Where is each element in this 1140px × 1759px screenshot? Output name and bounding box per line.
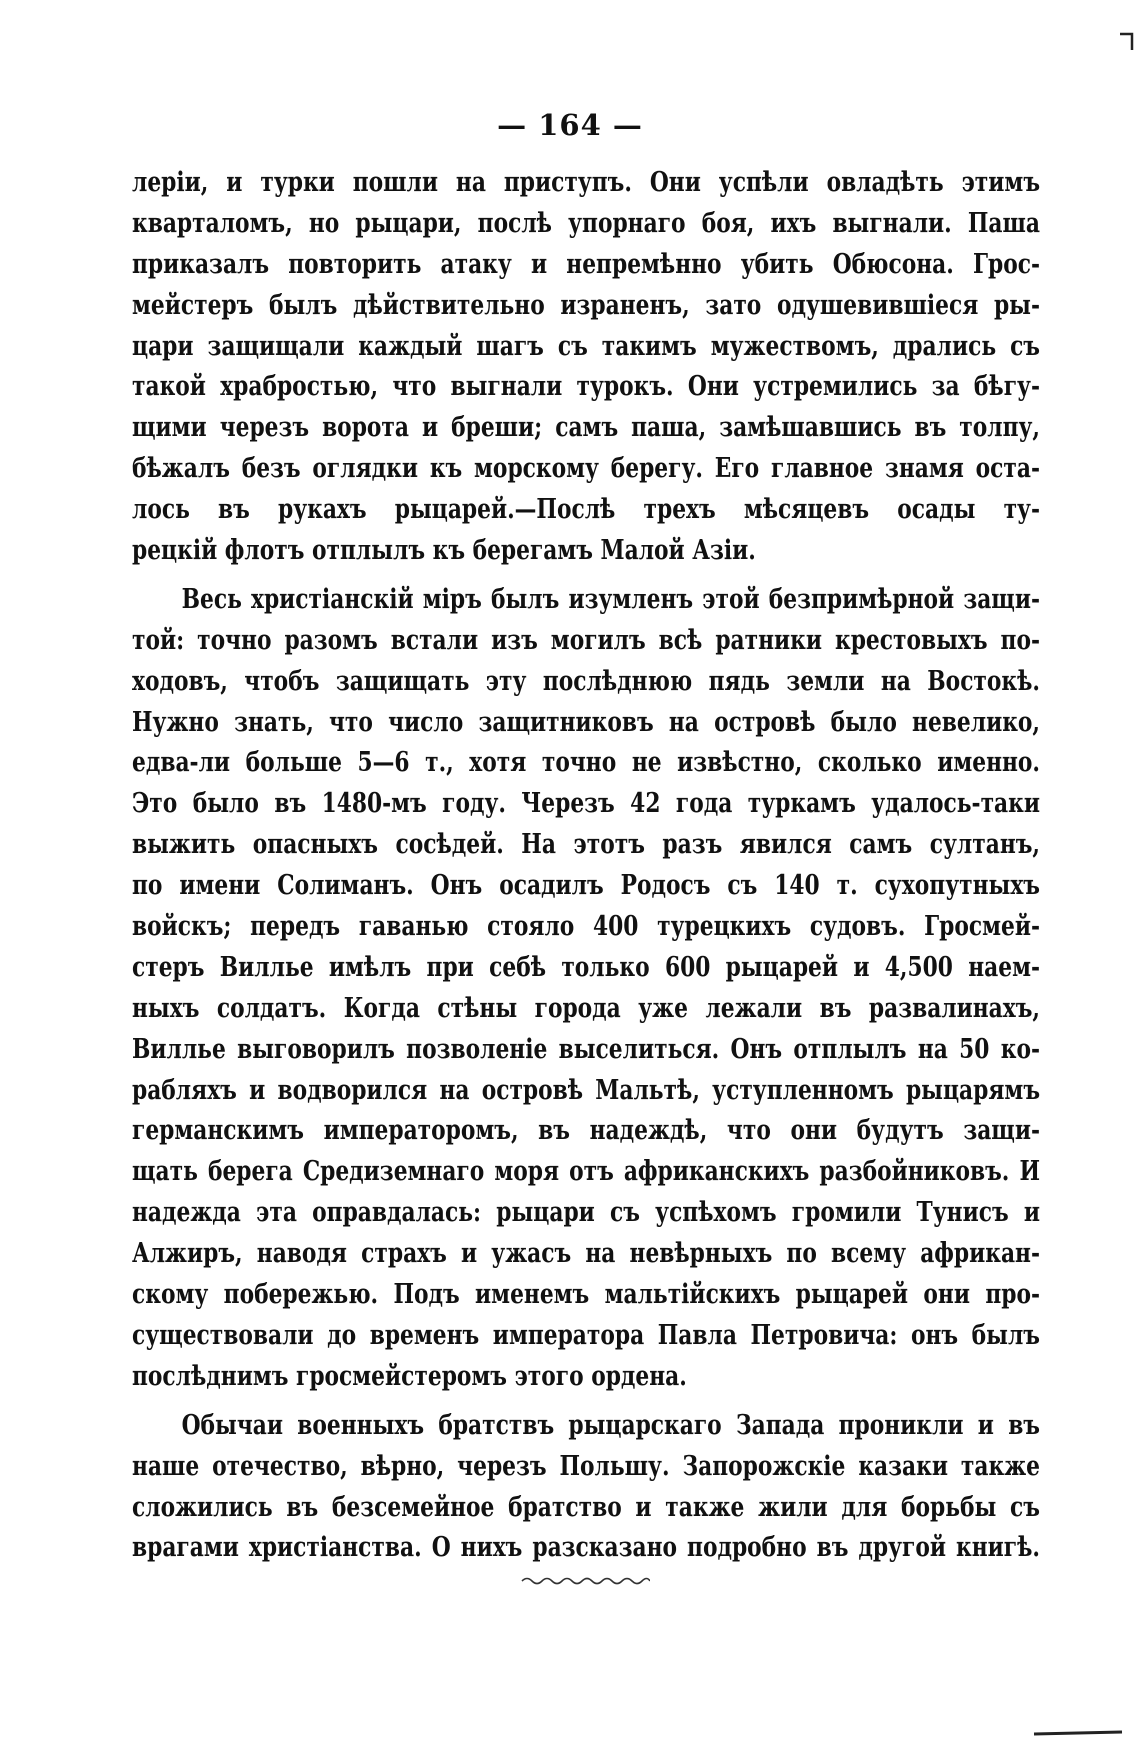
scan-corner-mark-bottom [1030, 1722, 1130, 1742]
text-line: ныхъ солдатъ. Когда стѣны города уже лежали въ развалинахъ, [132, 991, 1040, 1024]
text-line: Нужно знать, что число защитниковъ на островѣ было невелико, [132, 705, 1040, 738]
text-line: приказалъ повторить атаку и непремѣнно убить Обюсона. Грос- [132, 247, 1040, 280]
text-line: выжить опасныхъ сосѣдей. На этотъ разъ явился самъ султанъ, [132, 828, 1040, 861]
text-line: стеръ Виллье имѣлъ при себѣ только 600 рыцарей и 4,500 наем- [132, 950, 1040, 983]
text-line: германскимъ императоромъ, въ надеждѣ, что они будутъ защи- [132, 1114, 1040, 1147]
wavy-line-ornament [520, 1573, 650, 1587]
text-line: той: точно разомъ встали изъ могилъ всѣ ратники крестовыхъ по- [132, 623, 1040, 656]
page-number: — 164 — [497, 108, 643, 142]
text-line: скому побережью. Подъ именемъ мальтiйскихъ рыцарей они про- [132, 1278, 1040, 1311]
text-line: Весь христiанскiй мiръ былъ изумленъ этой безпримѣрной защи- [181, 582, 1041, 615]
text-line: войскъ; передъ гаванью стояло 400 турецкихъ судовъ. Гросмей- [132, 910, 1040, 943]
text-line: по имени Солиманъ. Онъ осадилъ Родосъ съ 140 т. сухопутныхъ [132, 869, 1040, 902]
paragraph-2 [132, 579, 1040, 1397]
text-line: Это было въ 1480-мъ году. Черезъ 42 года туркамъ удалось-таки [132, 787, 1040, 820]
text-line: цари защищали каждый шагъ съ такимъ мужествомъ, дрались съ [132, 329, 1040, 362]
text-line: щими черезъ ворота и бреши; самъ паша, замѣшавшись въ толпу, [132, 411, 1040, 444]
text-line: наше отечество, вѣрно, черезъ Польшу. Запорожскiе казаки также [132, 1449, 1040, 1482]
scan-corner-mark-top [1118, 30, 1138, 60]
text-line: рабляхъ и водворился на островѣ Мальтѣ, уступленномъ рыцарямъ [132, 1073, 1040, 1106]
text-line: Алжиръ, наводя страхъ и ужасъ на невѣрныхъ по всему африкан- [132, 1237, 1040, 1270]
text-line: бѣжалъ безъ оглядки къ морскому берегу. Его главное знамя оста- [132, 452, 1040, 485]
text-line: существовали до временъ императора Павла Петровича: онъ былъ [132, 1318, 1040, 1351]
text-line: лось въ рукахъ рыцарей.—Послѣ трехъ мѣсяцевъ осады ту- [132, 493, 1040, 526]
text-line: послѣднимъ гросмейстеромъ этого ордена. [132, 1359, 687, 1392]
text-line: рецкiй флотъ отплылъ къ берегамъ Малой Азiи. [132, 534, 756, 567]
paragraph-1 [132, 162, 1040, 571]
text-line: такой храбростью, что выгнали турокъ. Они устремились за бѣгу- [132, 370, 1040, 403]
text-line: Обычаи военныхъ братствъ рыцарскаго Запада проникли и въ [181, 1408, 1041, 1441]
text-line: ходовъ, чтобъ защищать эту послѣднюю пядь земли на Востокѣ. [132, 664, 1040, 697]
text-line: Виллье выговорилъ позволенiе выселиться. Онъ отплылъ на 50 ко- [132, 1032, 1040, 1065]
text-line: врагами христiанства. О нихъ разсказано подробно въ другой книгѣ. [132, 1531, 1040, 1564]
text-line: едва-ли больше 5—6 т., хотя точно не извѣстно, сколько именно. [132, 746, 1040, 779]
text-line: щать берега Средиземнаго моря отъ африканскихъ разбойниковъ. И [132, 1155, 1040, 1188]
text-line: мейстеръ былъ дѣйствительно израненъ, зато одушевившiеся ры- [132, 288, 1040, 321]
text-line: кварталомъ, но рыцари, послѣ упорнаго боя, ихъ выгнали. Паша [132, 206, 1040, 239]
body-text [132, 162, 1040, 1568]
text-line: сложились въ безсемейное братство и также жили для борьбы съ [132, 1490, 1040, 1523]
text-line: надежда эта оправдалась: рыцари съ успѣхомъ громили Тунисъ и [132, 1196, 1040, 1229]
text-line: лерiи, и турки пошли на приступъ. Они успѣли овладѣть этимъ [132, 166, 1040, 198]
paragraph-3 [132, 1405, 1040, 1569]
